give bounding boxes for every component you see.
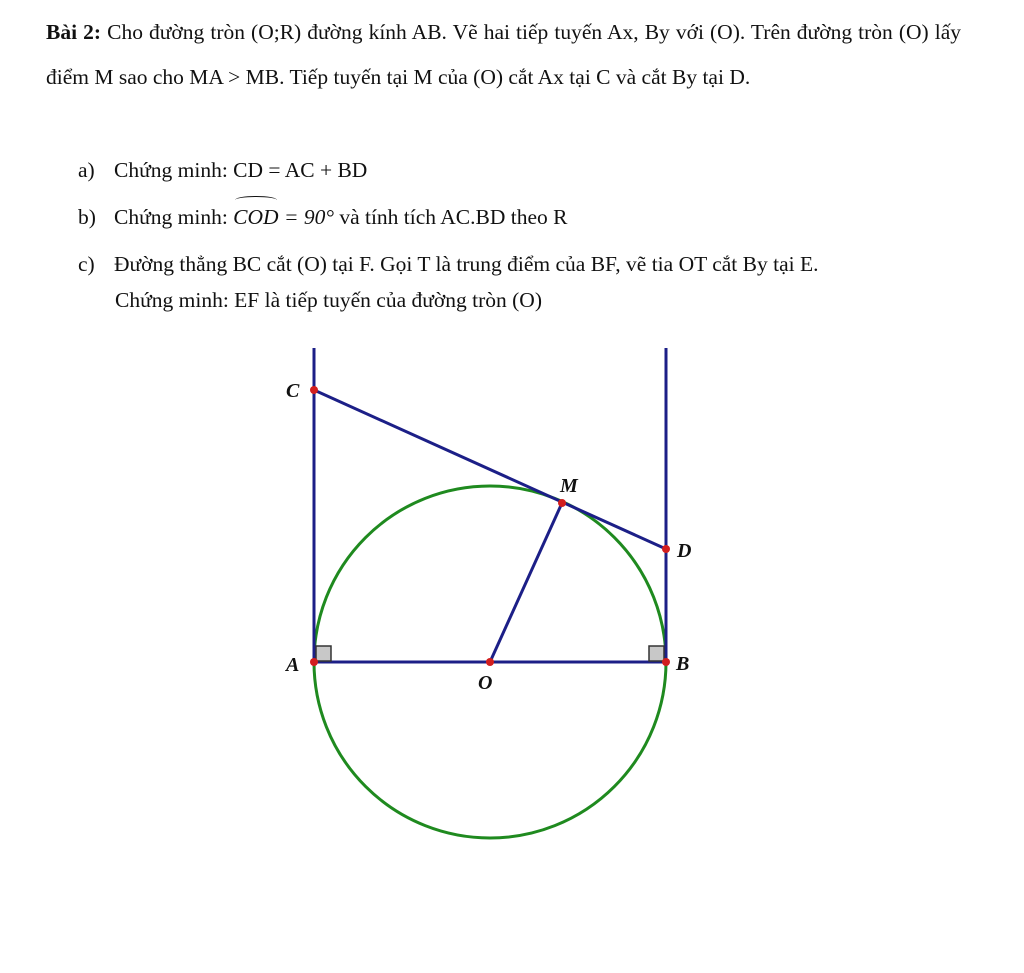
point-c <box>310 386 318 394</box>
question-text: Chứng minh: <box>114 205 234 229</box>
tangent-cd <box>314 390 666 549</box>
question-c-continuation: Chứng minh: EF là tiếp tuyến của đường tròn (O) <box>115 288 542 312</box>
label-o: O <box>478 672 493 694</box>
label-a: A <box>286 654 300 676</box>
label-b: B <box>676 653 690 675</box>
point-o <box>486 658 494 666</box>
point-a <box>310 658 318 666</box>
question-label: c) <box>78 252 95 276</box>
point-b <box>662 658 670 666</box>
problem-text: Cho đường tròn (O;R) đường kính AB. Vẽ hai tiếp tuyến Ax, By với (O). Trên đường tròn (O) lấy điểm M sao cho MA > MB. Tiếp tuyến tại M của (O) cắt Ax tại C và cắt By tại D. <box>46 20 961 89</box>
question-label: b) <box>78 205 96 229</box>
problem-number: Bài 2: <box>46 20 102 44</box>
question-text: Đường thẳng BC cắt (O) tại F. Gọi T là trung điểm của BF, vẽ tia OT cắt By tại E. <box>114 252 819 276</box>
angle-value: = 90° <box>278 205 334 229</box>
point-d <box>662 545 670 553</box>
radius-om <box>490 503 562 662</box>
label-d: D <box>677 540 692 562</box>
question-text: Chứng minh: CD = AC + BD <box>114 158 368 182</box>
angle-cod: COD <box>233 195 278 239</box>
label-m: M <box>560 475 578 497</box>
question-text-after: và tính tích AC.BD theo R <box>333 205 568 229</box>
question-label: a) <box>78 158 95 182</box>
label-c: C <box>286 380 300 402</box>
right-angle-a <box>316 646 331 661</box>
right-angle-b <box>649 646 664 661</box>
point-m <box>558 499 566 507</box>
